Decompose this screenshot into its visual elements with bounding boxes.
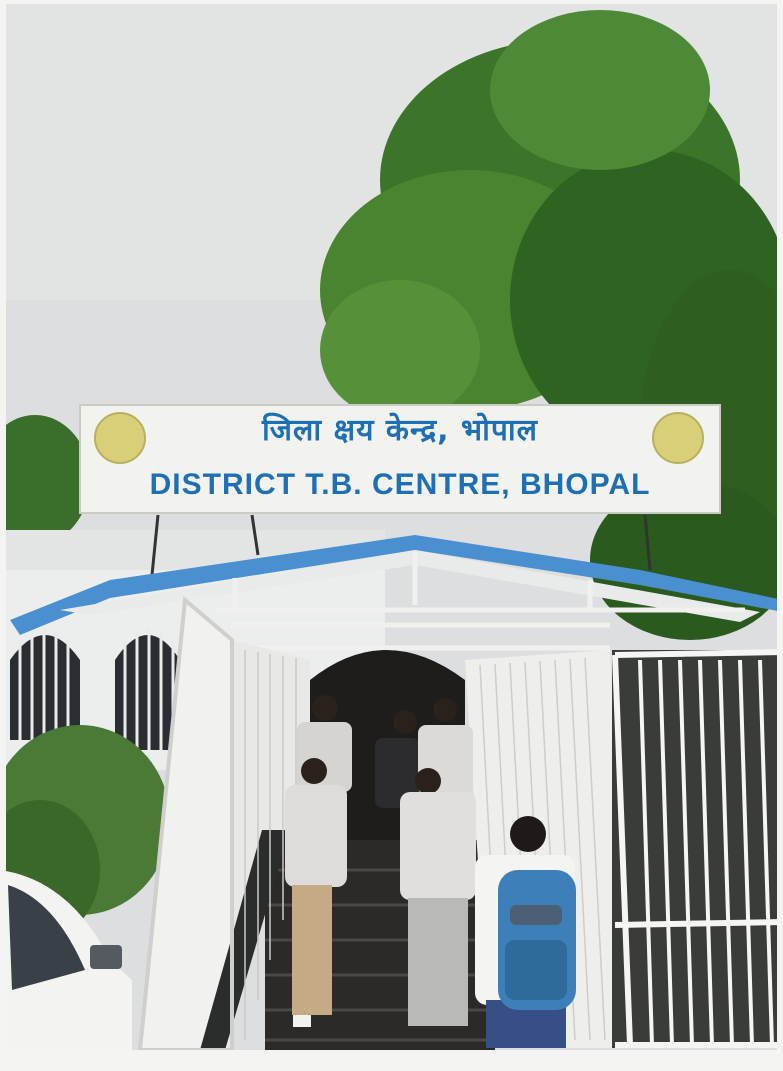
sign-hindi-text: जिला क्षय केन्द्र, भोपाल (261, 413, 539, 448)
right-gate (612, 650, 783, 1048)
sign-english-text: DISTRICT T.B. CENTRE, BHOPAL (149, 468, 651, 501)
